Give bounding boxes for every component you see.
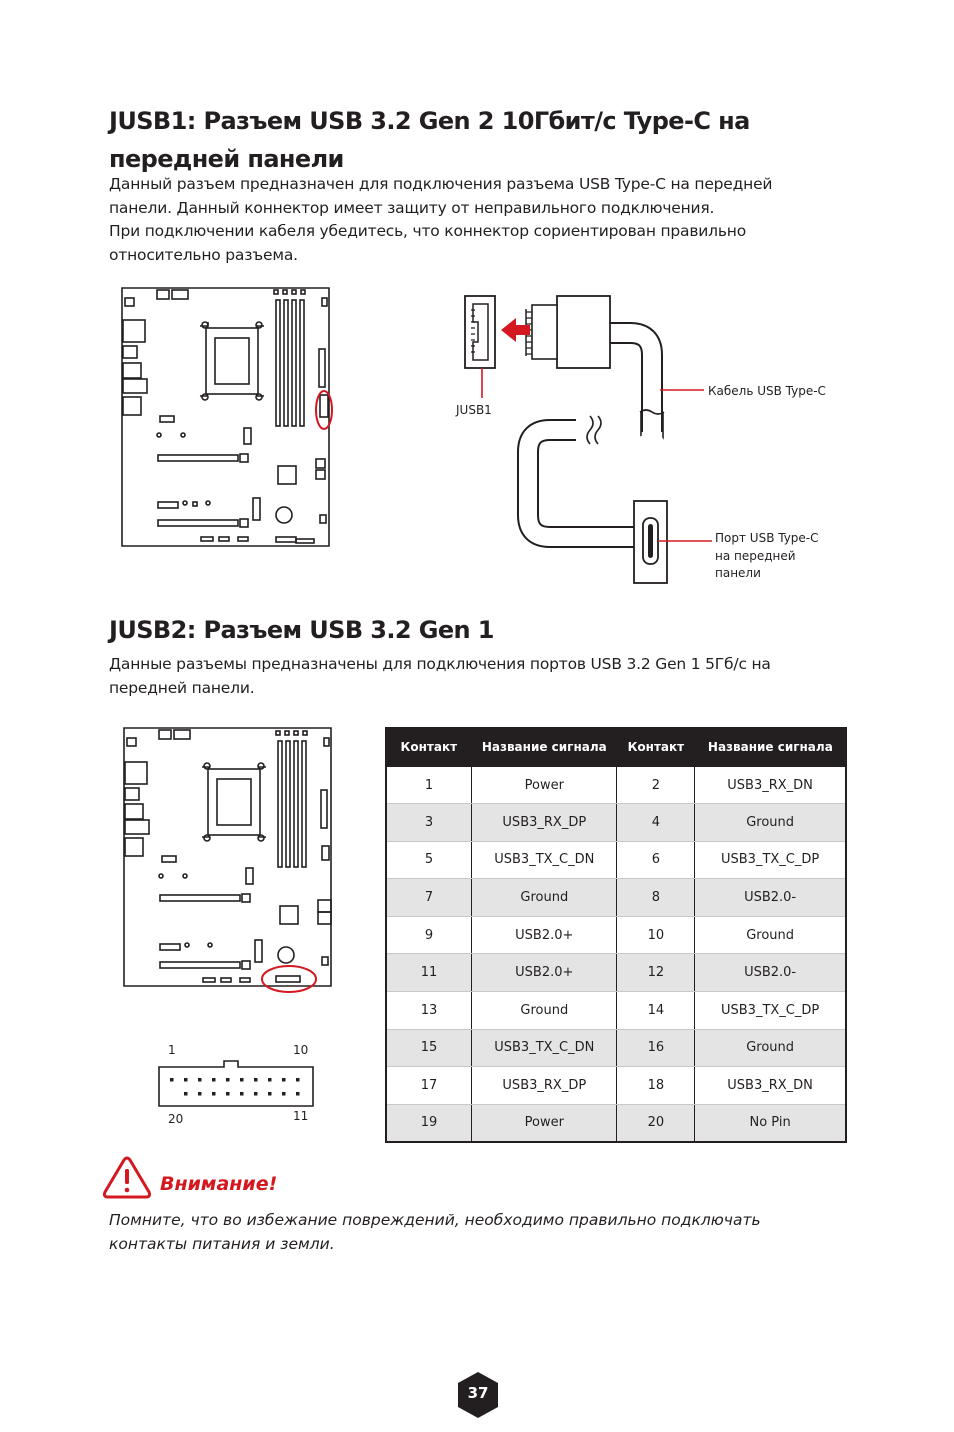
table-cell: USB3_RX_DP [472, 804, 617, 842]
table-cell: Ground [695, 916, 846, 954]
column-header: Контакт [617, 728, 695, 766]
pin-label-11: 11 [293, 1109, 309, 1123]
section2-description: Данные разъемы предназначены для подключения портов USB 3.2 Gen 1 5Гб/с на передней панели. [109, 655, 771, 697]
table-cell: 19 [386, 1104, 472, 1142]
page-number: 37 [467, 1384, 489, 1402]
table-cell: USB3_RX_DN [695, 766, 846, 804]
table-row [386, 766, 846, 804]
table-cell: 17 [386, 1067, 472, 1105]
table-cell: Power [472, 766, 617, 804]
table-row [386, 1067, 846, 1105]
table-cell: 2 [617, 766, 695, 804]
pin-definition-table [385, 727, 847, 1143]
table-cell: 12 [617, 954, 695, 992]
table-cell: USB2.0+ [472, 954, 617, 992]
table-cell: USB3_TX_C_DP [695, 841, 846, 879]
table-cell: Ground [472, 879, 617, 917]
table-cell: 6 [617, 841, 695, 879]
table-cell: USB3_TX_C_DP [695, 992, 846, 1030]
column-header: Название сигнала [472, 728, 617, 766]
table-cell: Power [472, 1104, 617, 1142]
cable-label: Кабель USB Type-C [708, 384, 826, 398]
section1-description: Данный разъем предназначен для подключения разъема USB Type-C на передней панели. Данный коннектор имеет защиту от неправильного подключения. При подключении кабеля убедитесь, что коннектор сориентирован правильно относительно разъема. [109, 175, 773, 264]
column-header: Контакт [386, 728, 472, 766]
table-cell: 11 [386, 954, 472, 992]
table-cell: 9 [386, 916, 472, 954]
section1-title: JUSB1: Разъем USB 3.2 Gen 2 10Гбит/с Type-C на передней панели [109, 107, 750, 173]
table-cell: No Pin [695, 1104, 846, 1142]
table-cell: 20 [617, 1104, 695, 1142]
table-row [386, 992, 846, 1030]
table-cell: 4 [617, 804, 695, 842]
table-row [386, 954, 846, 992]
pin-label-20: 20 [168, 1112, 184, 1126]
front-port-label: Порт USB Type-C на передней панели [715, 531, 819, 580]
column-header: Название сигнала [695, 728, 846, 766]
table-cell: 5 [386, 841, 472, 879]
table-cell: 8 [617, 879, 695, 917]
table-cell: 18 [617, 1067, 695, 1105]
jusb1-label: JUSB1 [456, 403, 492, 417]
table-row [386, 804, 846, 842]
table-cell: 1 [386, 766, 472, 804]
table-row [386, 879, 846, 917]
table-cell: USB3_RX_DP [472, 1067, 617, 1105]
table-cell: 13 [386, 992, 472, 1030]
table-cell: USB2.0+ [472, 916, 617, 954]
table-row [386, 916, 846, 954]
table-cell: USB3_TX_C_DN [472, 1029, 617, 1067]
table-row [386, 841, 846, 879]
warning-title: Внимание! [160, 1173, 278, 1195]
table-cell: USB2.0- [695, 954, 846, 992]
section2-title: JUSB2: Разъем USB 3.2 Gen 1 [109, 616, 494, 644]
table-header-row [386, 728, 846, 766]
table-cell: USB3_TX_C_DN [472, 841, 617, 879]
table-cell: USB3_RX_DN [695, 1067, 846, 1105]
table-cell: 16 [617, 1029, 695, 1067]
table-row [386, 1104, 846, 1142]
page-number-badge [458, 1372, 498, 1418]
table-cell: 14 [617, 992, 695, 1030]
table-cell: 7 [386, 879, 472, 917]
table-cell: Ground [695, 804, 846, 842]
pin-label-10: 10 [293, 1043, 309, 1057]
table-cell: Ground [472, 992, 617, 1030]
pin-label-1: 1 [168, 1043, 176, 1057]
table-cell: 10 [617, 916, 695, 954]
table-row [386, 1029, 846, 1067]
table-cell: 15 [386, 1029, 472, 1067]
table-cell: USB2.0- [695, 879, 846, 917]
table-cell: 3 [386, 804, 472, 842]
warning-text: Помните, что во избежание повреждений, необходимо правильно подключать контакты питания и земли. [109, 1211, 761, 1253]
table-cell: Ground [695, 1029, 846, 1067]
